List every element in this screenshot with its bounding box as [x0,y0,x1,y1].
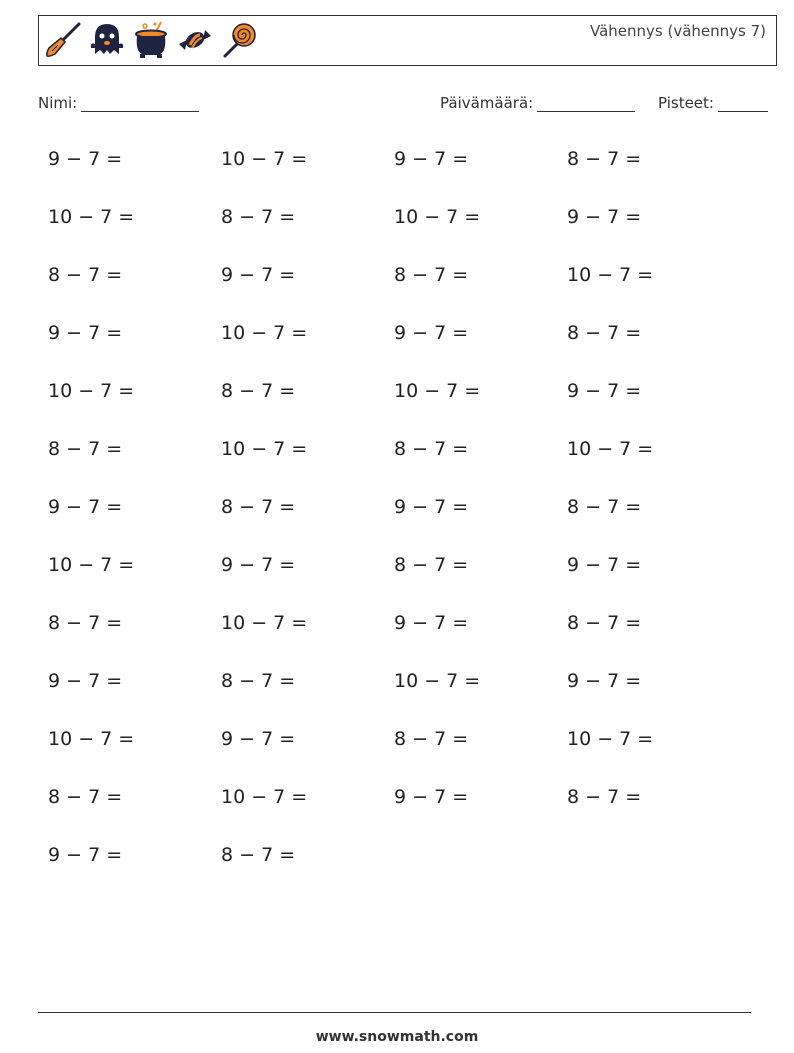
candy-icon [175,20,215,60]
footer-divider [38,1012,751,1013]
problem-r1-c3: 9 − 7 = [394,148,469,170]
problem-r8-c2: 9 − 7 = [221,554,296,576]
problem-r3-c3: 8 − 7 = [394,264,469,286]
footer-site: www.snowmath.com [315,1029,479,1045]
worksheet-header [38,15,777,66]
problem-r9-c3: 9 − 7 = [394,612,469,634]
problem-r5-c3: 10 − 7 = [394,380,481,402]
problem-r11-c1: 10 − 7 = [48,728,135,750]
problem-r2-c1: 10 − 7 = [48,206,135,228]
lollipop-icon [219,20,259,60]
problem-r2-c3: 10 − 7 = [394,206,481,228]
problem-r12-c4: 8 − 7 = [567,786,642,808]
problem-r11-c4: 10 − 7 = [567,728,654,750]
date-field [440,94,635,112]
problem-r1-c4: 8 − 7 = [567,148,642,170]
cauldron-icon [131,20,171,60]
problem-r8-c4: 9 − 7 = [567,554,642,576]
problem-r5-c2: 8 − 7 = [221,380,296,402]
problem-r10-c2: 8 − 7 = [221,670,296,692]
score-field [658,94,768,112]
problem-r5-c1: 10 − 7 = [48,380,135,402]
problem-r8-c3: 8 − 7 = [394,554,469,576]
problem-r13-c2: 8 − 7 = [221,844,296,866]
problem-r5-c4: 9 − 7 = [567,380,642,402]
name-blank[interactable] [81,96,199,112]
problem-r11-c3: 8 − 7 = [394,728,469,750]
score-label: Pisteet: [658,94,714,112]
problem-r10-c1: 9 − 7 = [48,670,123,692]
problem-r8-c1: 10 − 7 = [48,554,135,576]
broom-icon [43,20,83,60]
problem-r6-c1: 8 − 7 = [48,438,123,460]
problem-r7-c3: 9 − 7 = [394,496,469,518]
problem-r9-c4: 8 − 7 = [567,612,642,634]
halloween-icons [43,20,259,60]
problem-r3-c4: 10 − 7 = [567,264,654,286]
problem-r4-c1: 9 − 7 = [48,322,123,344]
problem-r4-c4: 8 − 7 = [567,322,642,344]
problem-r7-c1: 9 − 7 = [48,496,123,518]
problem-r12-c1: 8 − 7 = [48,786,123,808]
worksheet-title: Vähennys (vähennys 7) [589,22,766,40]
date-label: Päivämäärä: [440,94,534,112]
problem-r10-c4: 9 − 7 = [567,670,642,692]
problem-r13-c1: 9 − 7 = [48,844,123,866]
problem-r1-c2: 10 − 7 = [221,148,308,170]
problem-r4-c2: 10 − 7 = [221,322,308,344]
problem-r11-c2: 9 − 7 = [221,728,296,750]
problem-r6-c2: 10 − 7 = [221,438,308,460]
problem-r6-c4: 10 − 7 = [567,438,654,460]
problem-r12-c2: 10 − 7 = [221,786,308,808]
problem-r12-c3: 9 − 7 = [394,786,469,808]
problem-r3-c1: 8 − 7 = [48,264,123,286]
problem-r7-c4: 8 − 7 = [567,496,642,518]
problem-r10-c3: 10 − 7 = [394,670,481,692]
problem-r2-c2: 8 − 7 = [221,206,296,228]
problem-r7-c2: 8 − 7 = [221,496,296,518]
problem-r9-c2: 10 − 7 = [221,612,308,634]
score-blank[interactable] [718,96,768,112]
problem-r2-c4: 9 − 7 = [567,206,642,228]
problem-r3-c2: 9 − 7 = [221,264,296,286]
ghost-icon [87,20,127,60]
problem-r4-c3: 9 − 7 = [394,322,469,344]
problem-r9-c1: 8 − 7 = [48,612,123,634]
name-field [38,94,199,112]
problem-r6-c3: 8 − 7 = [394,438,469,460]
problem-r1-c1: 9 − 7 = [48,148,123,170]
name-label: Nimi: [38,94,78,112]
date-blank[interactable] [537,96,635,112]
